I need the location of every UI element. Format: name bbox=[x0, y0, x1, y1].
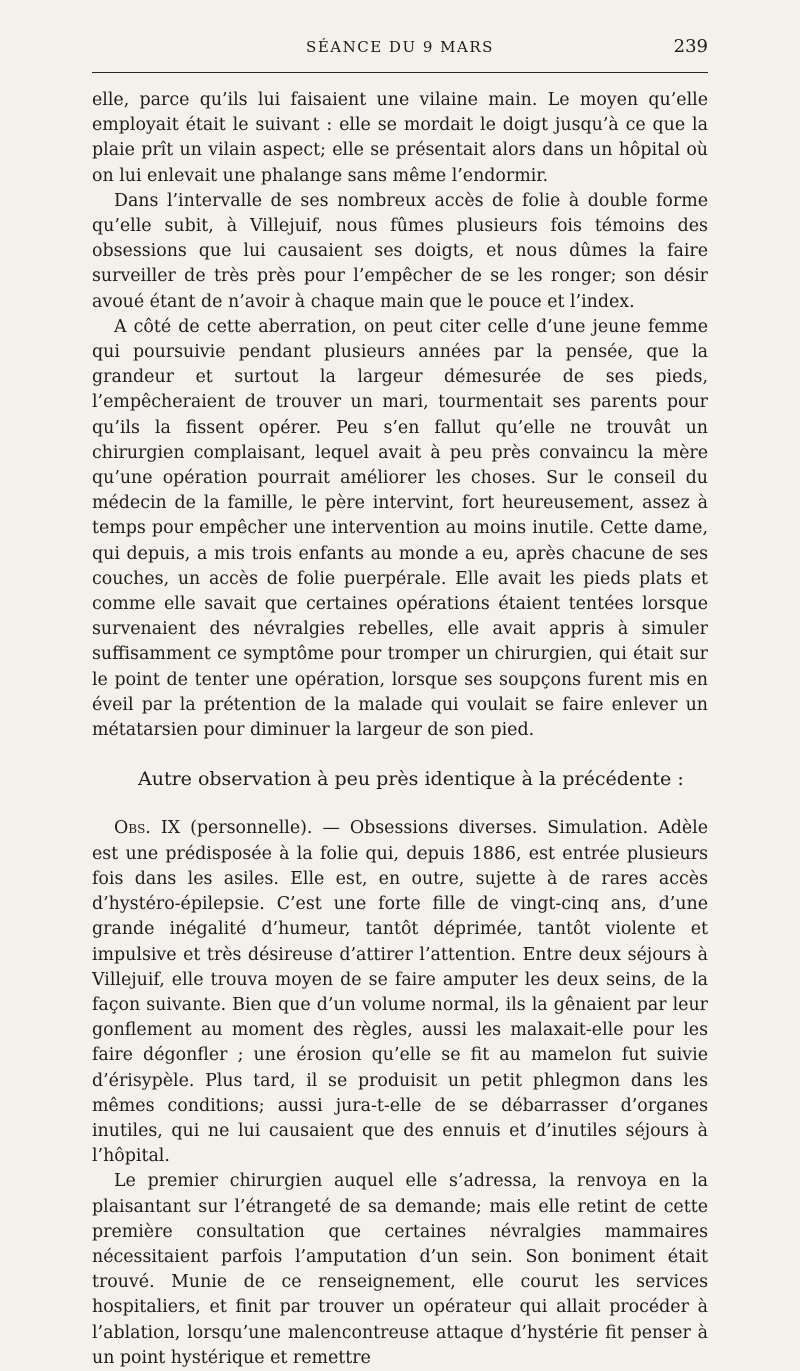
observation-text: (personnelle). — Obsessions diverses. Simulation. Adèle est une prédisposée à la folie qui, depuis 1886, est entrée plusieurs fois dans les asiles. Elle est, en outre, sujette à de rares accès d’hystéro-épilepsie. C’est une forte fille de vingt-cinq ans, d’une grande inégalité d’humeur, tantôt déprimée, tantôt violente et impulsive et très désireuse d’attirer l’attention. Entre deux séjours à Villejuif, elle trouva moyen de se faire amputer les deux seins, de la façon suivante. Bien que d’un volume normal, ils la gênaient par leur gonflement au moment des règles, aussi les malaxait-elle pour les faire dégonfler ; une érosion qu’elle se fit au mamelon fut suivie d’érisypèle. Plus tard, il se produisit un petit phlegmon dans les mêmes conditions; aussi jura-t-elle de se débarrasser d’organes inutiles, qui ne lui causaient que des ennuis et d’inutiles séjours à l’hôpital. bbox=[92, 818, 708, 1167]
paragraph-continuation: elle, parce qu’ils lui faisaient une vilaine main. Le moyen qu’elle employait était le suivant : elle se mordait le doigt jusqu’à ce que la plaie prît un vilain aspect; elle se présentait alors dans un hôpital où on lui enlevait une phalange sans même l’endormir. bbox=[92, 90, 708, 186]
header-rule bbox=[92, 72, 708, 73]
observation-label: Obs. IX bbox=[114, 818, 181, 839]
section-heading: Autre observation à peu près identique à la précédente : bbox=[138, 768, 684, 791]
paragraph-villejuif: Dans l’intervalle de ses nombreux accès de folie à double forme qu’elle subit, à Villejuif, nous fûmes plusieurs fois témoins des obsessions que lui causaient ses doigts, et nous dûmes la faire surveiller de très près pour l’empêcher de se les ronger; son désir avoué étant de n’avoir à chaque main que le pouce et l’index. bbox=[92, 190, 708, 312]
page-body bbox=[92, 88, 708, 1371]
observation-paragraph bbox=[92, 816, 708, 1169]
page-number: 239 bbox=[673, 36, 708, 57]
running-title: SÉANCE DU 9 MARS bbox=[306, 38, 494, 56]
paragraph-young-woman: A côté de cette aberration, on peut citer celle d’une jeune femme qui poursuivie pendant plusieurs années par la pensée, que la grandeur et surtout la largeur démesurée de ses pieds, l’empêcheraient de trouver un mari, tourmentait ses parents pour qu’ils la fissent opérer. Peu s’en fallut qu’elle ne trouvât un chirurgien complaisant, lequel avait à peu près convaincu la mère qu’une opération pourrait améliorer les choses. Sur le conseil du médecin de la famille, le père intervint, fort heureusement, assez à temps pour empêcher une intervention au moins inutile. Cette dame, qui depuis, a mis trois enfants au monde a eu, après chacune de ses couches, un accès de folie puerpérale. Elle avait les pieds plats et comme elle savait que certaines opérations étaient tentées lorsque survenaient des névralgies rebelles, elle avait appris à simuler suffisamment ce symptôme pour tromper un chirurgien, qui était sur le point de tenter une opération, lorsque ses soupçons furent mis en éveil par la prétention de la malade qui voulait se faire enlever un métatarsien pour diminuer la largeur de son pied. bbox=[92, 316, 708, 741]
page-header bbox=[92, 38, 708, 64]
paragraph-first-surgeon: Le premier chirurgien auquel elle s’adressa, la renvoya en la plaisantant sur l’étrangeté de sa demande; mais elle retint de cette première consultation que certaines névralgies mammaires nécessitaient parfois l’amputation d’un sein. Son boniment était trouvé. Munie de ce renseignement, elle courut les services hospitaliers, et finit par trouver un opérateur qui allait procéder à l’ablation, lorsqu’une malencontreuse attaque d’hystérie fit penser à un point hystérique et remettre bbox=[92, 1171, 708, 1368]
